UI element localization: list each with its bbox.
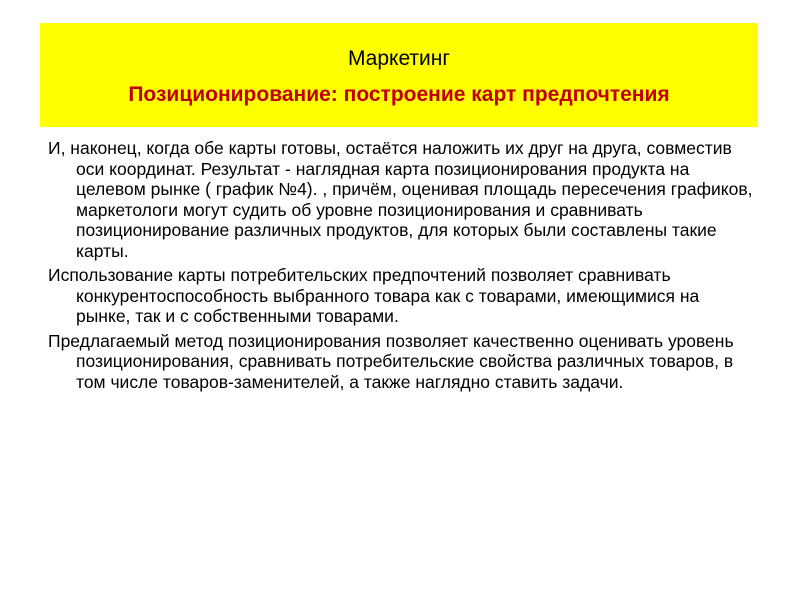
- paragraph-overlay-maps: И, наконец, когда обе карты готовы, остаётся наложить их друг на друга, совместив оси координат. Результат - наглядная карта позиционирования продукта на целевом рынке ( график №4). , причём, оценивая площадь пересечения графиков, маркетологи могут судить об уровне позиционирования и сравнивать позиционирование различных продуктов, для которых были составлены такие карты.: [48, 138, 753, 261]
- slide-subject: Маркетинг: [347, 47, 451, 70]
- title-banner: [40, 23, 758, 127]
- slide-title: Позиционирование: построение карт предпочтения: [128, 83, 670, 106]
- paragraph-method-benefits: Предлагаемый метод позиционирования позволяет качественно оценивать уровень позиционирования, сравнивать потребительские свойства различных товаров, в том числе товаров-заменителей, а также наглядно ставить задачи.: [48, 330, 734, 392]
- slide-body: [48, 138, 756, 396]
- paragraph-preference-map-use: Использование карты потребительских предпочтений позволяет сравнивать конкурентоспособность выбранного товара как с товарами, имеющимися на рынке, так и с собственными товарами.: [48, 265, 700, 326]
